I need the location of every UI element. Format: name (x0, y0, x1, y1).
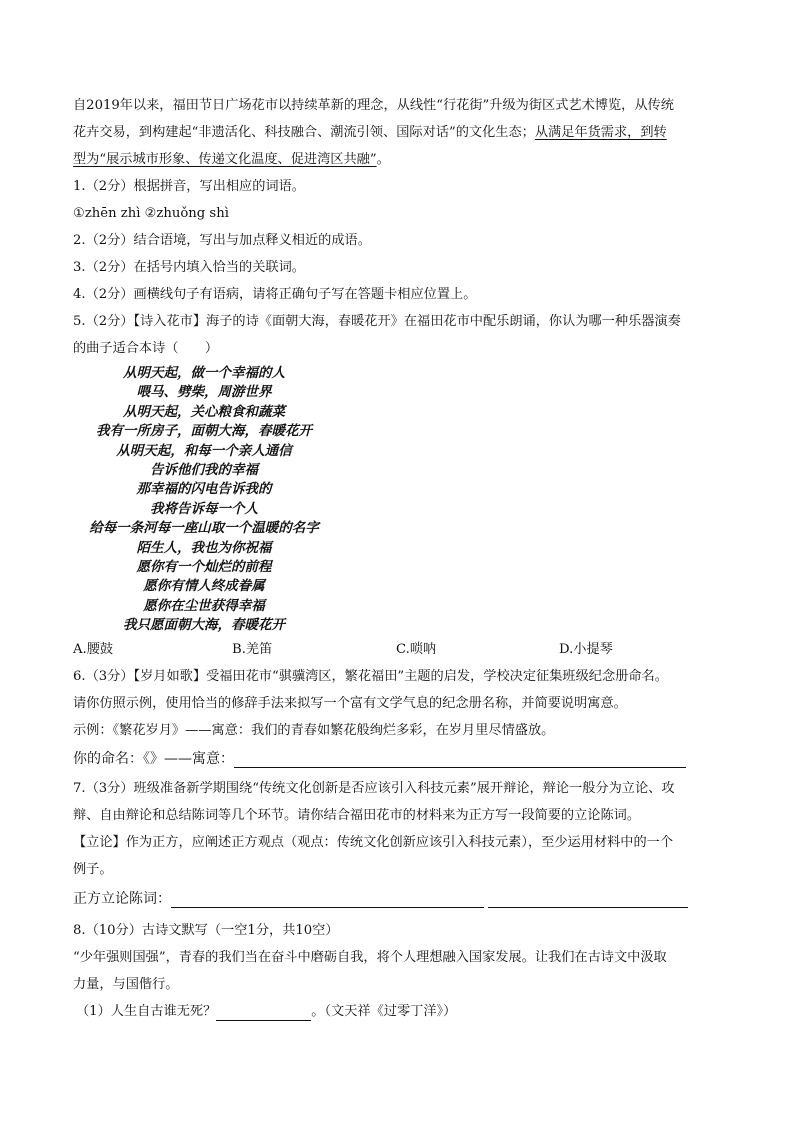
answer-blank[interactable] (171, 893, 484, 908)
question-2: 2.（2分）结合语境，写出与加点释义相近的成语。 (73, 233, 371, 248)
answer-prefix: 你的命名：《》——寓意： (73, 751, 234, 767)
poem-line: 从明天起，关心粮食和蔬菜 (123, 403, 285, 420)
intro-line-2 (73, 124, 723, 142)
intro-line-2-text: 花卉交易，到构建起“非遗活化、科技融合、潮流引领、国际对话”的文化生态； (73, 125, 535, 140)
question-8-line-2: “少年强则国强”，青春的我们当在奋斗中磨砺自我，将个人理想融入国家发展。让我们在古诗文中汲取 (73, 950, 667, 965)
question-5-line-1: 5.（2分）【诗入花市】海子的诗《面朝大海，春暖花开》在福田花市中配乐朗诵，你认为哪一种乐器演奏 (73, 314, 681, 329)
poem-line: 我只愿面朝大海，春暖花开 (123, 617, 285, 634)
poem-line: 从明天起，和每一个亲人通信 (116, 442, 292, 459)
question-7-line-2: 辩、自由辩论和总结陈词等几个环节。请你结合福田花市的材料来为正方写一段简要的立论陈词。 (73, 808, 641, 823)
answer-blank[interactable] (216, 1006, 311, 1021)
question-8-item-1 (76, 1003, 726, 1021)
underlined-sentence-part-1: 从满足年货需求，到转 (534, 125, 667, 140)
underlined-sentence-part-2: 型为“展示城市形象、传递文化温度、促进湾区共融” (73, 152, 377, 167)
question-6-line-2: 请你仿照示例，使用恰当的修辞手法来拟写一个富有文学气息的纪念册名称，并简要说明寓意。 (73, 696, 627, 711)
question-6-line-1: 6.（3分）【岁月如歌】受福田花市“骐骥湾区，繁花福田”主题的启发，学校决定征集班级纪念册命名。 (73, 669, 668, 684)
question-7-line-1: 7.（3分）班级准备新学期围绕“传统文化创新是否应该引入科技元素”展开辩论，辩论一般分为立论、攻 (73, 781, 675, 796)
answer-blank[interactable] (488, 893, 688, 908)
answer-blank[interactable] (234, 753, 686, 768)
poem-line: 愿你有情人终成眷属 (143, 578, 265, 595)
question-1-pinyin: ①zhēn zhì ②zhuǒng shì (73, 206, 229, 221)
question-8-line-3: 力量，与国偕行。 (73, 977, 179, 992)
poem-line: 陌生人，我也为你祝福 (136, 539, 272, 556)
item-prefix: （1）人生自古谁无死？ (76, 1004, 217, 1019)
poem-line: 愿你在尘世获得幸福 (143, 597, 265, 614)
question-1: 1.（2分）根据拼音，写出相应的词语。 (73, 179, 305, 194)
poem-line: 给每一条河每一座山取一个温暖的名字 (89, 520, 319, 537)
question-7-line-4: 例子。 (73, 862, 113, 877)
question-7-answer-line (73, 890, 723, 908)
poem-line: 告诉他们我的幸福 (150, 462, 258, 479)
poem-line: 我有一所房子，面朝大海，春暖花开 (96, 423, 312, 440)
poem-line: 我将告诉每一个人 (150, 500, 258, 517)
poem-line: 那幸福的闪电告诉我的 (136, 481, 272, 498)
intro-line-3 (73, 151, 723, 169)
intro-line-3-tail: 。 (376, 152, 390, 167)
intro-line-1: 自2019年以来，福田节日广场花市以持续革新的理念，从线性“行花街”升级为街区式艺术博览，从传统 (73, 98, 674, 113)
question-3: 3.（2分）在括号内填入恰当的关联词。 (73, 260, 305, 275)
poem-line: 喂马、劈柴，周游世界 (136, 384, 272, 401)
option-c: C.唢呐 (396, 642, 437, 657)
poem-line: 从明天起，做一个幸福的人 (123, 365, 285, 381)
question-5-line-2: 的曲子适合本诗（ ） (73, 341, 219, 356)
poem-line: 愿你有一个灿烂的前程 (136, 559, 272, 576)
poem-block (70, 364, 338, 636)
question-7-line-3: 【立论】作为正方，应阐述正方观点（观点：传统文化创新应该引入科技元素），至少运用材料中的一个 (73, 835, 674, 850)
question-6-answer-line (73, 750, 723, 768)
question-6-example: 示例：《繁花岁月》——寓意：我们的青春如繁花般绚烂多彩，在岁月里尽情盛放。 (73, 723, 555, 738)
answer-prefix: 正方立论陈词： (73, 891, 171, 907)
question-8-line-1: 8.（10分）古诗文默写（一空1分，共10空） (73, 923, 339, 938)
option-d: D.小提琴 (559, 642, 613, 657)
option-b: B.羌笛 (232, 642, 273, 657)
item-suffix: 。（文天祥《过零丁洋》） (311, 1004, 457, 1019)
question-4: 4.（2分）画横线句子有语病，请将正确句子写在答题卡相应位置上。 (73, 287, 477, 302)
option-a: A.腰鼓 (73, 642, 114, 657)
